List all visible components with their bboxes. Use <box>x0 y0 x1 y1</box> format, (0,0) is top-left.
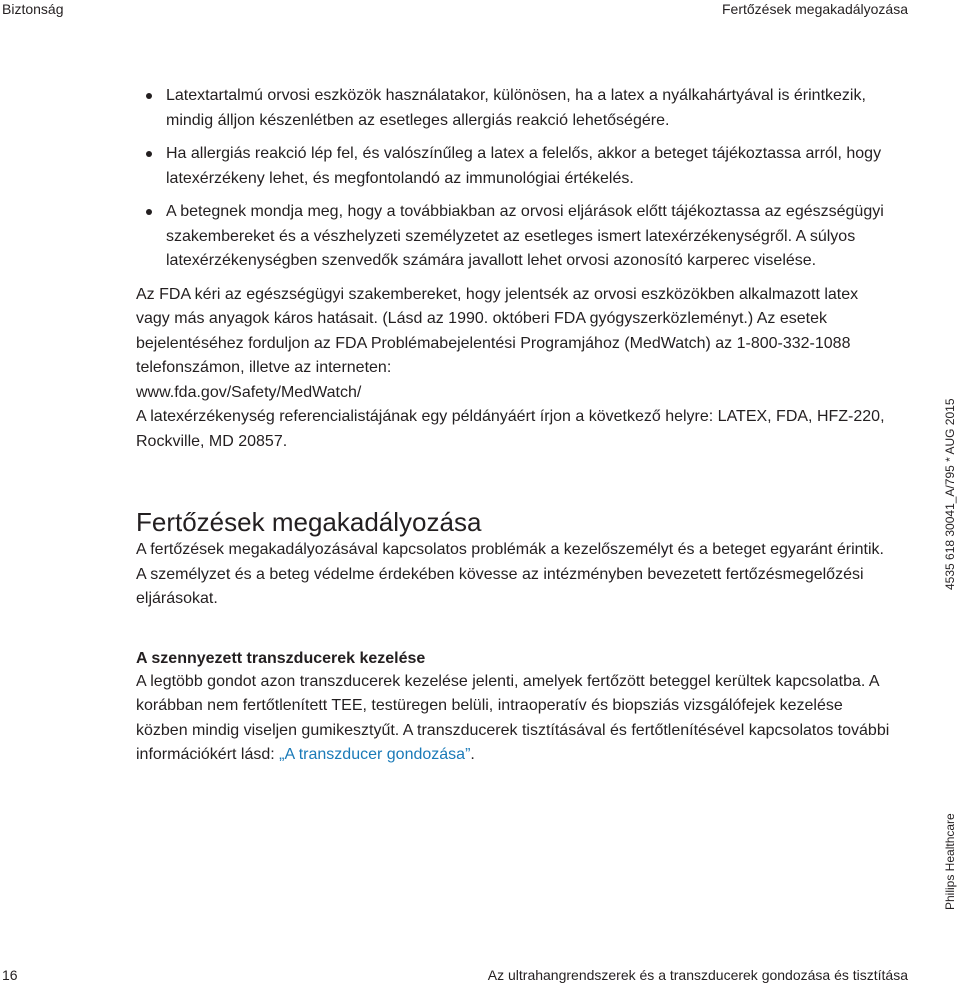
bullet-icon <box>146 209 152 215</box>
header-section: Fertőzések megakadályozása <box>722 1 908 17</box>
list-item-text: Ha allergiás reakció lép fel, és valószínűleg a latex a felelős, akkor a beteget tájékoztassa arról, hogy latexérzékeny lehet, és megfontolandó az immunológiai értékelés. <box>166 145 882 187</box>
link-quote-close: ” <box>465 746 471 763</box>
latex-precautions-list <box>136 84 896 274</box>
subsection-body <box>136 670 896 768</box>
reference-paragraph: A latexérzékenység referencialistájának egy példányáért írjon a következő helyre: LATEX, FDA, HFZ-220, Rockville, MD 20857. <box>136 408 885 450</box>
list-item <box>136 142 896 191</box>
subsection-body-end: . <box>470 746 475 763</box>
fda-paragraph: Az FDA kéri az egészségügyi szakembereket, hogy jelentsék az orvosi eszközökben alkalmazott latex vagy más anyagok káros hatásait. (Lásd az 1990. októberi FDA gyógyszerközleményt.) Az esetek bejelentéséhez forduljon az FDA Problémabejelentési Programjához (MedWatch) az 1-800-332-1088 telefonszámon, illetve az interneten: <box>136 285 859 376</box>
bullet-icon <box>146 151 152 157</box>
document-code: 4535 618 30041_A/795 * AUG 2015 <box>943 398 957 590</box>
section-intro: A fertőzések megakadályozásával kapcsolatos problémák a kezelőszemélyt és a beteget egyaránt érintik. A személyzet és a beteg védelme érdekében kövesse az intézményben bevezetett fertőzésmegelőzési eljárásokat. <box>136 541 884 607</box>
bullet-icon <box>146 93 152 99</box>
list-item <box>136 84 896 133</box>
book-title: Az ultrahangrendszerek és a transzducerek gondozása és tisztítása <box>487 967 908 983</box>
page-footer <box>0 966 960 986</box>
list-item-text: Latextartalmú orvosi eszközök használatakor, különösen, ha a latex a nyálkahártyával is érintkezik, mindig álljon készenlétben az esetleges allergiás reakció lehetőségére. <box>166 87 866 129</box>
page-number: 16 <box>2 967 18 983</box>
fda-url: www.fda.gov/Safety/MedWatch/ <box>136 383 362 401</box>
section-title: Fertőzések megakadályozása <box>136 507 482 537</box>
list-item <box>136 200 896 274</box>
list-item-text: A betegnek mondja meg, hogy a továbbiakban az orvosi eljárások előtt tájékoztassa az egészségügyi szakembereket és a vészhelyzeti személyzetet az esetleges ismert latexérzékenységről. A súlyos latexérzékenységben szenvedők számára javallott lehet orvosi azonosító karperec viselése. <box>166 203 884 269</box>
transducer-care-link[interactable]: A transzducer gondozása <box>284 746 466 763</box>
brand-name: Philips Healthcare <box>943 813 957 910</box>
running-header <box>0 0 960 22</box>
header-chapter: Biztonság <box>2 1 64 17</box>
page-body <box>136 84 896 768</box>
link-quote-open: „ <box>279 746 285 763</box>
subsection-title: A szennyezett transzducerek kezelése <box>136 649 426 667</box>
subsection-body-text: A legtöbb gondot azon transzducerek kezelése jelenti, amelyek fertőzött beteggel kerültek kapcsolatba. A korábban nem fertőtlenített TEE, testüregen belüli, intraoperatív és biopsziás vizsgálófejek kezelése közben mindig viseljen gumikesztyűt. A transzducerek tisztításával és fertőtlenítésével kapcsolatos további információkért lásd: <box>136 672 890 763</box>
